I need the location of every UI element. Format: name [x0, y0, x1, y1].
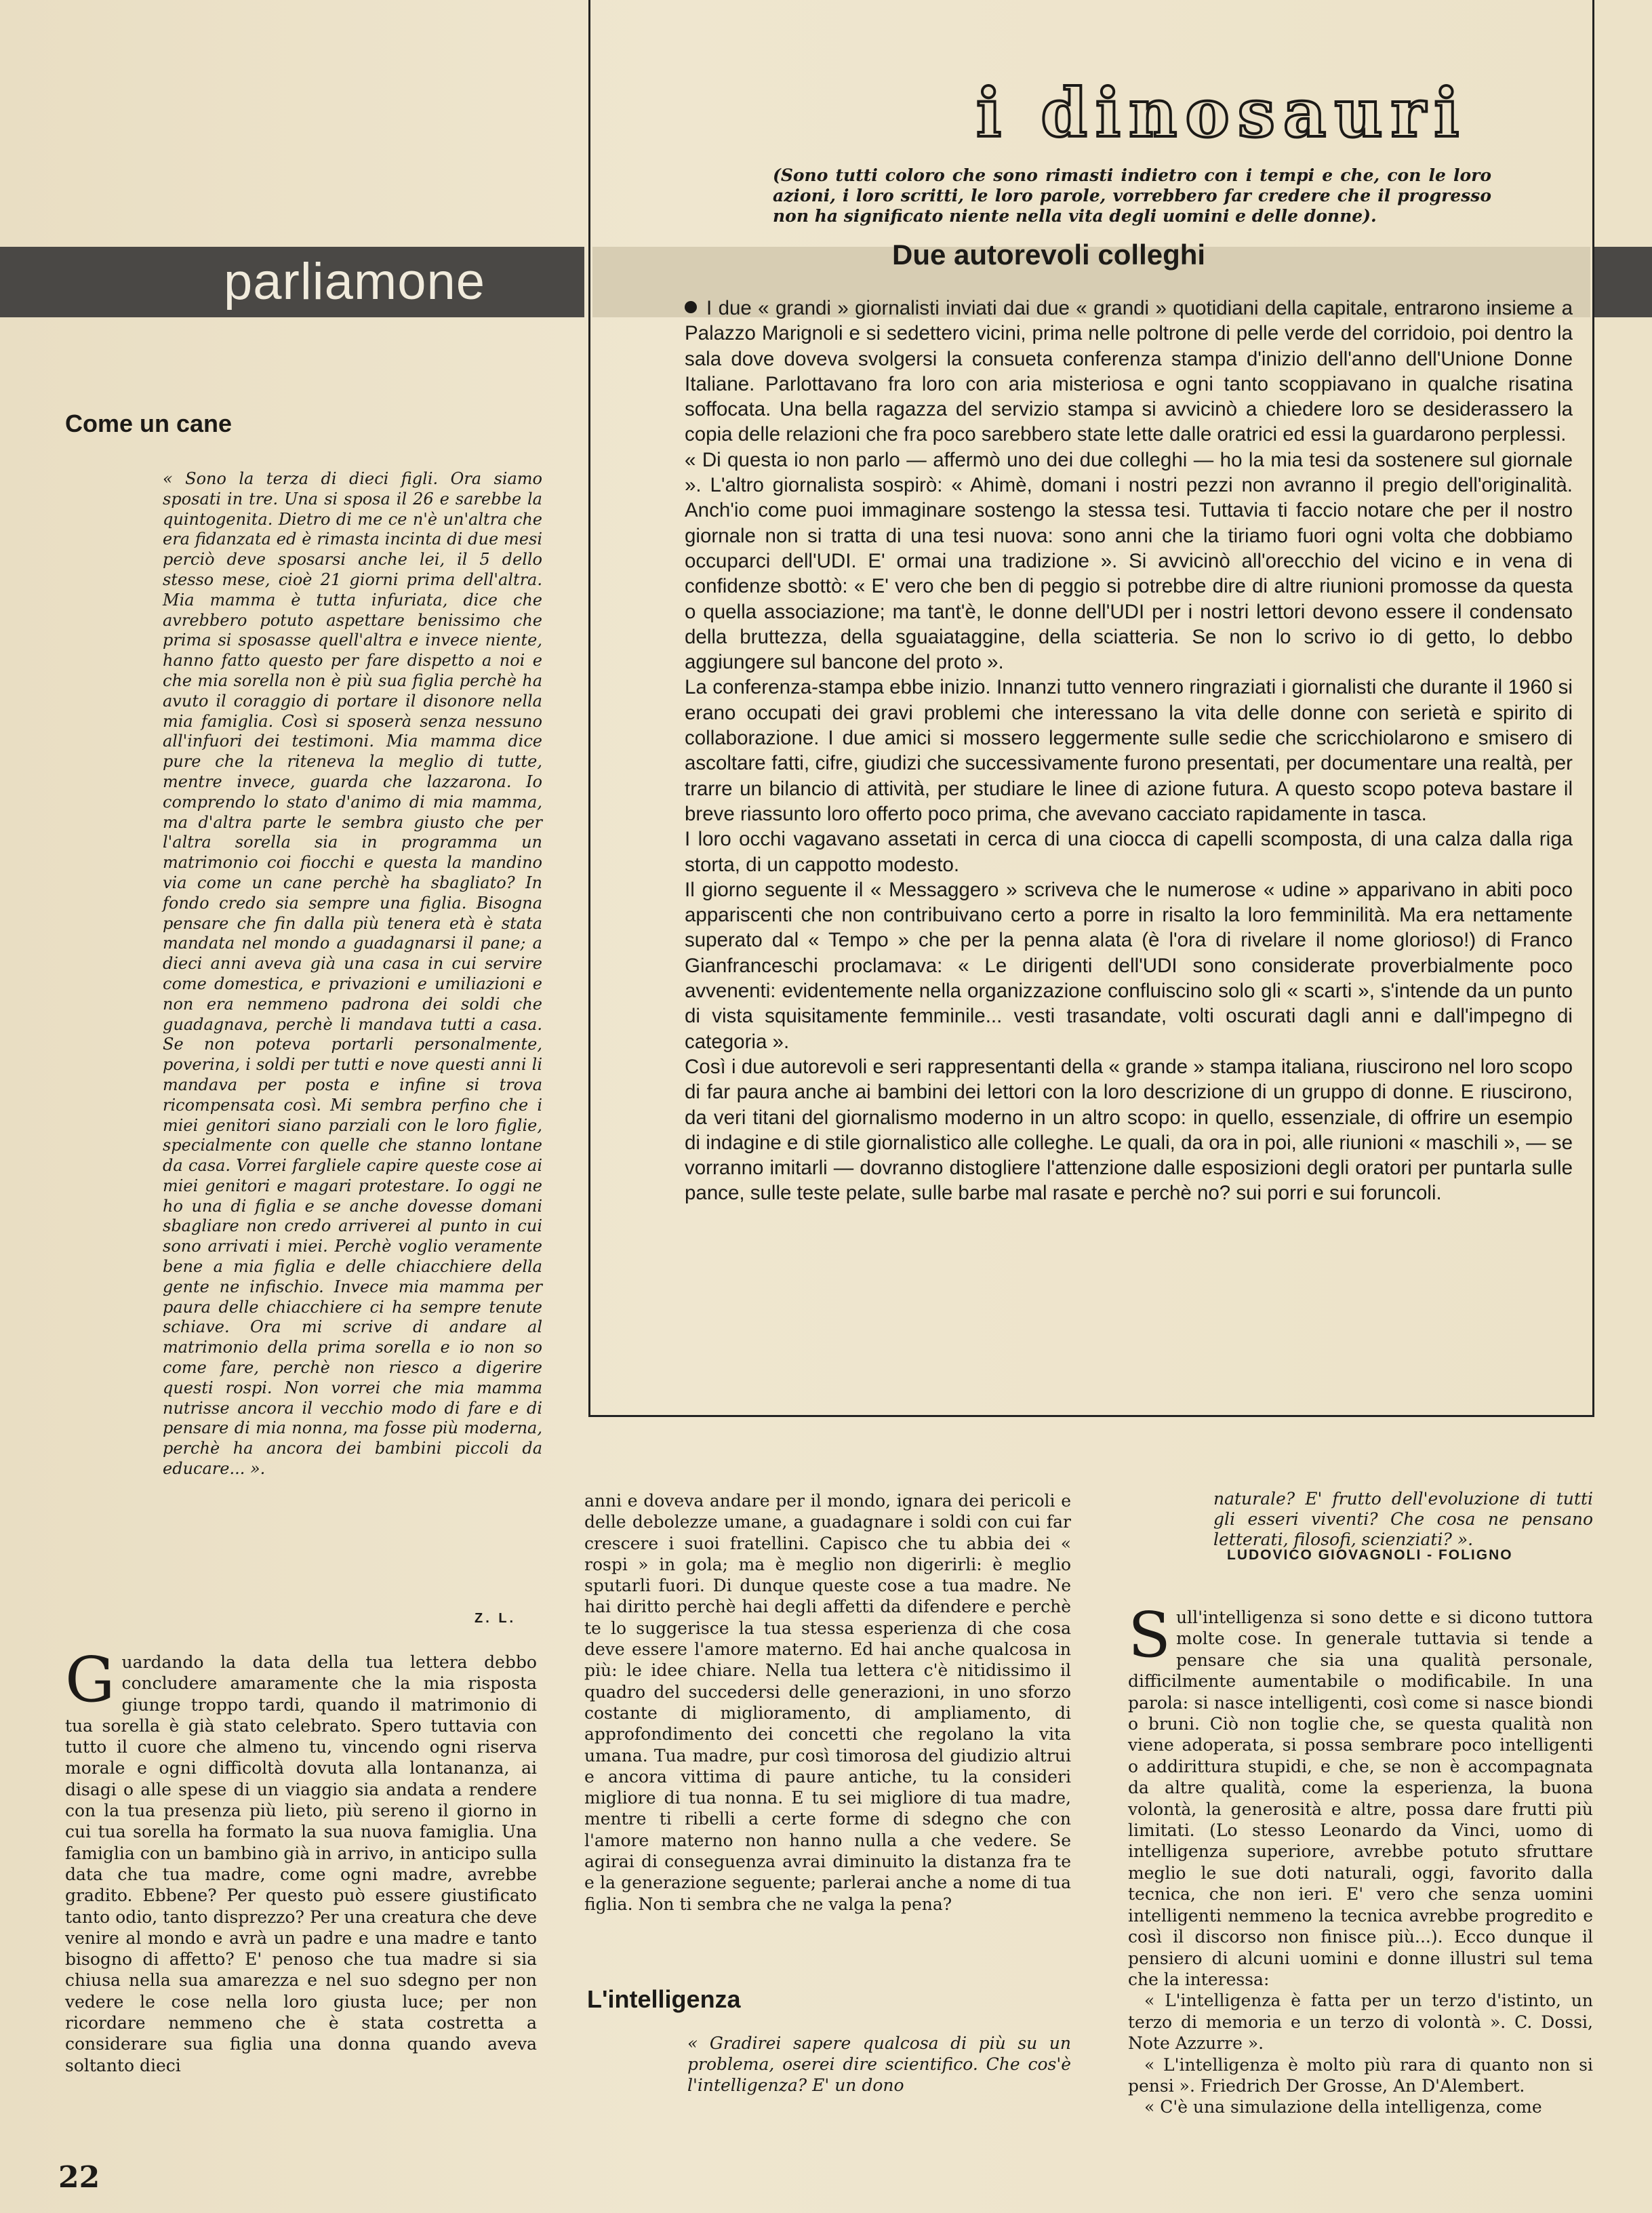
reply-text: Guardando la data della tua lettera debbo concludere amaramente che la mia risposta giunge troppo tardi, quando il matrimonio di tua sorella è già stato celebrato. Spero tuttavia con tutto il cuore che almeno tu, vincendo ogni riserva morale e ogni difficoltà dovuta alla lontananza, ai disagi o alle spese di un viaggio sia andata a rendere con la tua presenza più lieto, più sereno il giorno in cui tua sorella ha formato la sua nuova famiglia. Una famiglia con un bambino già in arrivo, in anticipo sulla data che tua madre, come ogni madre, avrebbe gradito. Ebbene? Per questo può essere giustificato tanto odio, tanto disprezzo? Per una creatura che deve venire al mondo e avrà un padre e una madre e tanto bisogno di affetto? E' penoso che tua madre si sia chiusa nella sua amarezza e nel suo sdegno per non vedere le cose nella loro giusta luce; per non ricordare nemmeno che è stata costretta a considerare sua figlia una donna quando aveva soltanto dieci — [65, 1643, 537, 2075]
section-band-right — [1594, 247, 1652, 317]
drop-cap: G — [65, 1643, 115, 1716]
article-paragraph: I loro occhi vagavano assetati in cerca di una ciocca di capelli scomposta, di una calza dalla riga storta, di un cappotto modesto. — [685, 828, 1573, 876]
article-subtitle: (Sono tutti coloro che sono rimasti indietro con i tempi e che, con le loro azioni, i loro scritti, le loro parole, vorrebbero far credere che il progresso non ha significato niente nella vita degli uomini e delle donne). — [773, 165, 1491, 226]
intelligenza-heading: L'intelligenza — [587, 1985, 741, 2013]
article-title: i dinosauri — [976, 75, 1468, 153]
letter-signature: Z. L. — [475, 1611, 517, 1626]
article-heading: Due autorevoli colleghi — [892, 239, 1206, 271]
article-paragraph: « Di questa io non parlo — affermò uno dei due colleghi — ho la mia tesi da sostenere sul giornale ». L'altro giornalista sospirò: « Ahimè, domani i nostri pezzi non avranno il pregio dell'originalità. Anch'io come puoi immaginare sostengo la stessa tesi. Tuttavia ti faccio notare che per il nostro giornale non si tratta di una tesi nuova: sono anni che la tiriamo fuori ogni volta che dobbiamo occuparci dell'UDI. E' ormai una tradizione ». Si avvicinò all'orecchio del vicino e in vena di confidenze sbottò: « E' vero che ben di peggio si potrebbe dire di altre riunioni promosse da questa o quella associazione; ma tant'è, le donne dell'UDI per i nostri lettori devono essere il condensato della bruttezza, della sguaiataggine, della sciatteria. Se non lo scrivo io di getto, lo debbo aggiungere sul bancone del proto ». — [685, 448, 1573, 674]
letter-text: « Sono la terza di dieci figli. Ora siamo sposati in tre. Una si sposa il 26 e sarebbe la quintogenita. Dietro di me ce n'è un'altra che era fidanzata ed è rimasta incinta di due mesi perciò deve sposarsi anche lei, il 5 dello stesso mese, cioè 21 giorni prima dell'altra. Mia mamma è tutta infuriata, dice che avrebbero potuto aspettare benissimo che prima si sposasse quell'altra e invece niente, hanno fatto questo per fare dispetto a noi e che mia sorella non è più sua figlia perchè ha avuto il coraggio di portare il disonore nella mia famiglia. Così si sposerà senza nessuno all'infuori dei testimoni. Mia mamma dice pure che la riteneva la meglio di tutte, mentre invece, guarda che lazzarona. Io comprendo lo stato d'animo di mia mamma, ma d'altra parte le sembra giusto che per l'altra sorella sia in programma un matrimonio coi fiocchi e questa la mandino via come un cane perchè ha sbagliato? In fondo credo sia sempre una figlia. Bisogna pensare che fin dalla più tenera età è stata mandata nel mondo a guadagnarsi il pane; a dieci anni aveva già una casa in cui servire come domestica, e privazioni e umiliazioni e non era nemmeno padrona dei soldi che guadagnava, perchè li mandava tutti a casa. Se non poteva portarli personalmente, poverina, i soldi per tutti e nove questi anni li mandava per posta e infine si trova ricompensata così. Mi sembra perfino che i miei genitori siano parziali con le loro figlie, specialmente con quelle che stanno lontane da casa. Vorrei fargliele capire queste cose ai miei genitori e magari protestare. Io oggi ne ho una di figlia e se anche dovesse domani sbagliare non credo arriverei al punto in cui sono arrivati i miei. Perchè voglio veramente bene a mia figlia e delle chiacchiere della gente ne infischio. Invece mia mamma per paura delle chiacchiere ci ha sempre tenute schiave. Ora mi scrive di andare al matrimonio della prima sorella e io non so come fare, perchè non riesco a digerire questi rospi. Non vorrei che mia mamma nutrisse ancora il vecchio modo di fare e di pensare di mia nonna, ma fosse più moderna, perchè ha ancora dei bambini piccoli da educare... ». — [163, 469, 542, 1479]
answer-paragraph: « L'intelligenza è fatta per un terzo d'istinto, un terzo di memoria e un terzo di volontà ». C. Dossi, Note Azzurre ». — [1128, 1991, 1593, 2054]
intelligenza-question-cont: naturale? E' frutto dell'evoluzione di tutti gli esseri viventi? Che cosa ne pensano letterati, filosofi, scienziati? ». — [1213, 1489, 1593, 1549]
intelligenza-signature: LUDOVICO GIOVAGNOLI - FOLIGNO — [1227, 1547, 1513, 1563]
answer-paragraph: « L'intelligenza è molto più rara di quanto non si pensi ». Friedrich Der Grosse, An D'Alembert. — [1128, 2054, 1593, 2096]
article-paragraph: La conferenza-stampa ebbe inizio. Innanzi tutto vennero ringraziati i giornalisti che durante il 1960 si erano occupati dei gravi problemi che interessano la vita delle donne con serietà e spirito di collaborazione. I due amici si mossero leggermente sulle sedie che scricchiolarono e smisero di ascoltare fatti, cifre, giudizi che successivamente furono presentati, per documentare una realtà, per trarre un bilancio di attività, per studiare le linee di azione futura. A questo scopo poteva bastare il breve riassunto loro offerto poco prima, che avevano cacciato rapidamente in tasca. — [685, 676, 1573, 825]
article-paragraph: Il giorno seguente il « Messaggero » scriveva che le numerose « udine » apparivano in abiti poco appariscenti che non contribuivano certo a porre in risalto la loro femminilità. Ma era nettamente superato dal « Tempo » che per la penna alata (è l'ora di rivelare il nome glorioso!) di Franco Gianfranceschi proclamava: « Le dirigenti dell'UDI sono considerate proverbialmente poco avvenenti: evidentemente nella organizzazione confluiscino solo gli « scarti », s'intende da un punto di vista squisitamente femminile... vesti trasandate, volti oscurati dagli anni e dall'impegno di categoria ». — [685, 878, 1573, 1053]
reply-continuation: anni e doveva andare per il mondo, ignara dei pericoli e delle debolezze umane, a guadagnare i soldi con cui far crescere i suoi fratellini. Capisco che tu abbia dei « rospi » in gola; ma è meglio non digerirli: è meglio sputarli fuori. Di dunque queste cose a tua madre. Ne hai diritto perchè hai degli affetti da difendere e perchè te lo suggerisce la tua stessa esperienza di che cosa deve essere l'amore materno. Ed hai anche qualcosa in più: le idee chiare. Nella tua lettera c'è nitidissimo il quadro del succedersi delle generazioni, in uno sforzo costante di miglioramento, di ampliamento, di approfondimento dei concetti che regolano la vita umana. Tua madre, pur così timorosa del giudizio altrui e ancora vittima di paure antiche, tu la consideri migliore di tua nonna. E tu sei migliore di tua madre, mentre ti ribelli a certe forme di sdegno che con l'amore materno non hanno nulla a che vedere. Se agirai di conseguenza avrai diminuito la distanza fra te e la generazione seguente; parlerai anche a nome di tua figlia. Non ti sembra che ne valga la pena? — [584, 1491, 1071, 1914]
article-paragraph: Così i due autorevoli e seri rappresentanti della « grande » stampa italiana, riuscirono nel loro scopo di far paura anche ai bambini dei lettori con la loro descrizione di un gruppo di donne. E riuscirono, da veri titani del giornalismo moderno in un altro scopo: in quello, essenziale, di offrire un esempio di indagine e di stile giornalistico alle colleghe. Le quali, da ora in poi, alle riunioni « maschili », — se vorranno imitarli — dovranno distogliere l'attenzione dalle esposizioni degli oratori per puntarla sulle pance, sulle teste pelate, sulle barbe mal rasate e perchè no? sui porri e sui foruncoli. — [685, 1055, 1573, 1205]
section-label: parliamone — [224, 253, 485, 311]
intelligenza-question: « Gradirei sapere qualcosa di più su un problema, oserei dire scientifico. Che cos'è l'intelligenza? E' un dono — [687, 2033, 1071, 2095]
letter-heading: Come un cane — [65, 410, 233, 437]
bullet-icon — [685, 301, 697, 313]
article-paragraph: I due « grandi » giornalisti inviati dai due « grandi » quotidiani della capitale, entrarono insieme a Palazzo Marignoli e si sedettero vicini, prima nelle poltrone di pelle verde del corridoio, poi dentro la sala dove doveva svolgersi la consueta conferenza stampa d'inizio dell'anno dell'Unione Donne Italiane. Parlottavano fra loro con aria misteriosa e ogni tanto scoppiavano in qualche risatina soffocata. Una bella ragazza del servizio stampa si avvicinò a chiedere loro se desiderassero la copia delle relazioni che fra poco sarebbero state lette dalle oratrici ed essi la guardarono perplessi. — [685, 297, 1573, 446]
article-body — [685, 296, 1573, 1206]
drop-cap: S — [1128, 1599, 1171, 1671]
answer-paragraph: Sull'intelligenza si sono dette e si dicono tuttora molte cose. In generale tuttavia si tende a pensare che sia una qualità personale, difficilmente aumentabile o modificabile. In una parola: si nasce intelligenti, così come si nasce biondi o bruni. Ciò non toglie che, se questa qualità non viene adoperata, si possa sembrare poco intelligenti o addirittura stupidi, e che, se non è accompagnata da altre qualità, come la esperienza, la buona volontà, la generosità e altre, possa dare frutti più limitati. (Lo stesso Leonardo da Vinci, uomo di intelligenza superiore, avrebbe potuto sfruttare meglio le sue doti naturali, oggi, favorito dalla tecnica, che non ieri. E' vero che senza uomini intelligenti nemmeno la tecnica avrebbe progredito e così il discorso non finisce più...). Ecco dunque il pensiero di alcuni uomini e donne illustri sul tema che la interessa: — [1128, 1599, 1593, 1989]
answer-paragraph: « C'è una simulazione della intelligenza, come — [1144, 2097, 1542, 2117]
intelligenza-answer — [1128, 1599, 1593, 2118]
page-number: 22 — [58, 2160, 100, 2195]
